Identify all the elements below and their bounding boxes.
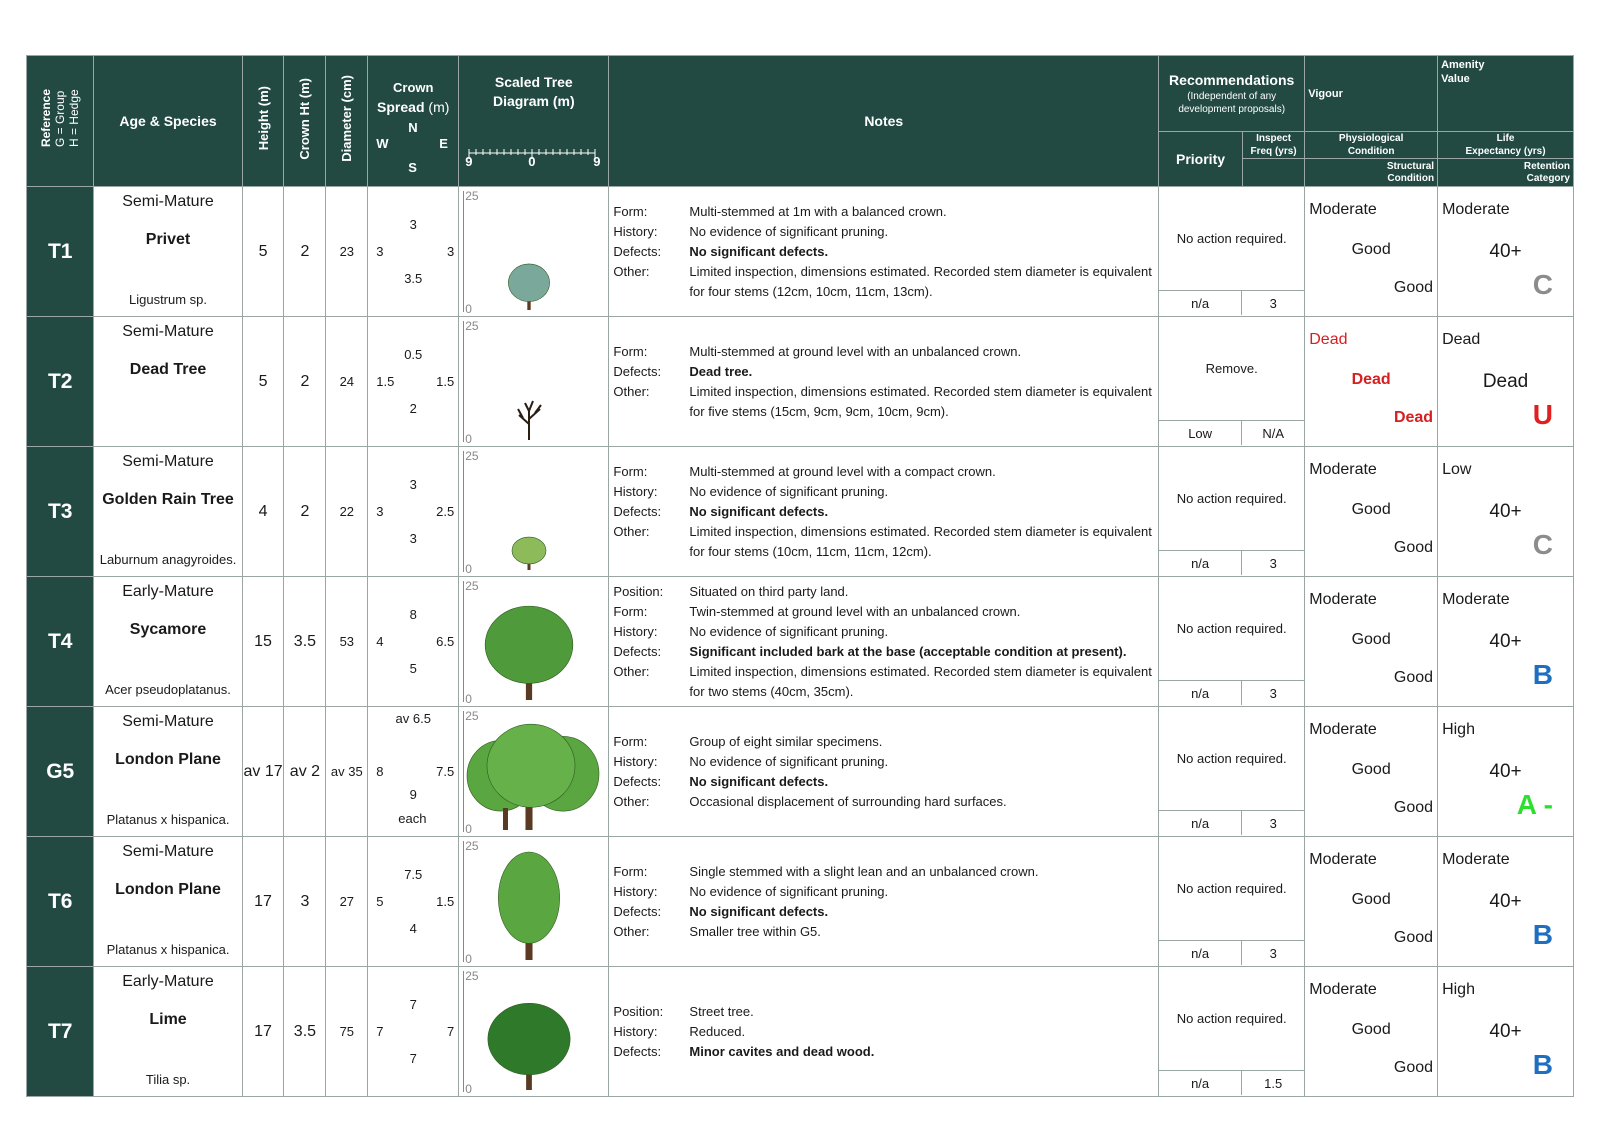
spread-west: 3	[376, 504, 384, 519]
inspect-freq-header: Inspect Freq (yrs)	[1242, 132, 1304, 159]
age-class: Semi-Mature	[122, 323, 214, 340]
spread-east: 3	[446, 244, 455, 259]
note-line: Defects: Dead tree.	[613, 363, 753, 379]
retention-category: B	[1532, 1049, 1553, 1080]
note-line: History: No evidence of significant pruning.	[613, 223, 889, 239]
retention-category: B	[1532, 659, 1553, 690]
notes-cell	[609, 317, 1159, 447]
spread-south: 7	[409, 1051, 417, 1066]
tree-diagram-cell	[459, 577, 609, 707]
note-line: Form: Multi-stemmed at ground level with a compact crown.	[613, 463, 996, 479]
priority-header: Priority	[1159, 132, 1243, 187]
spread-south: 4	[409, 921, 417, 936]
height-value: av 17	[242, 707, 284, 837]
diameter-value: av 35	[326, 707, 368, 837]
crown-spread-cell	[368, 707, 459, 837]
recommendation-text: No action required.	[1159, 187, 1304, 291]
tree-reference: T1	[27, 187, 94, 317]
species-name: Lime	[149, 1011, 187, 1028]
latin-name: Tilia sp.	[145, 1072, 191, 1087]
physiological-value: Good	[1351, 1021, 1391, 1038]
notes-cell	[609, 707, 1159, 837]
note-line: Defects: Minor cavites and dead wood.	[613, 1043, 875, 1059]
tree-trunk	[503, 808, 508, 830]
physiological-value: Good	[1351, 631, 1391, 648]
inspect-freq-value: 3	[1269, 556, 1277, 571]
spread-west: 1.5	[376, 374, 395, 389]
notes-cell	[609, 967, 1159, 1097]
age-class: Semi-Mature	[122, 453, 214, 470]
spread-north: 7.5	[404, 867, 423, 882]
notes-cell	[609, 447, 1159, 577]
tree-diagram-cell	[459, 837, 609, 967]
tree-illustration	[463, 449, 603, 574]
amenity-value: Moderate	[1442, 591, 1510, 608]
diameter-value: 75	[326, 967, 368, 1097]
recommendation-text: Remove.	[1159, 317, 1304, 421]
spread-west: 3	[376, 244, 384, 259]
axis-top-label: 25	[465, 189, 479, 203]
spread-east: 2.5	[436, 504, 455, 519]
axis-bottom-label: 0	[465, 692, 472, 706]
crown-ht-value: 3.5	[284, 577, 326, 707]
life-expectancy-value: 40+	[1489, 761, 1522, 782]
retention-category: B	[1532, 919, 1553, 950]
life-expectancy-value: 40+	[1489, 501, 1522, 522]
axis-bottom-label: 0	[465, 1082, 472, 1096]
spread-west: 7	[376, 1024, 384, 1039]
amenity-value: Moderate	[1442, 851, 1510, 868]
species-cell	[94, 967, 242, 1097]
tree-reference: T7	[27, 967, 94, 1097]
tree-diagram-cell	[459, 707, 609, 837]
spread-east: 1.5	[436, 374, 455, 389]
recommendation-cell	[1159, 447, 1305, 577]
priority-value: n/a	[1159, 551, 1242, 575]
tree-crown	[499, 852, 560, 943]
notes-cell	[609, 577, 1159, 707]
crown-spread-header: Crown Spread (m) N W E S	[368, 56, 459, 187]
crown-ht-header: Crown Ht (m)	[284, 56, 326, 187]
recommendation-cell	[1159, 187, 1305, 317]
vigour-value: Moderate	[1309, 721, 1377, 738]
species-cell	[94, 837, 242, 967]
note-line: Defects: No significant defects.	[613, 773, 829, 789]
tree-illustration	[463, 579, 603, 704]
crown-spread-cell	[368, 317, 459, 447]
note-line: Other: Limited inspection, dimensions estimated. Recorded stem diameter is equivalent for four stems (10cm, 11cm, 11cm, 12cm).	[613, 523, 1152, 559]
species-cell	[94, 447, 242, 577]
retention-category: U	[1532, 399, 1553, 430]
note-line: History: No evidence of significant pruning.	[613, 483, 889, 499]
tree-reference: G5	[27, 707, 94, 837]
condition-cell	[1305, 317, 1438, 447]
note-line: History: Reduced.	[613, 1023, 746, 1039]
tree-illustration	[463, 189, 603, 314]
life-expectancy-value: 40+	[1489, 891, 1522, 912]
note-line: History: No evidence of significant pruning.	[613, 883, 889, 899]
note-line: Form: Group of eight similar specimens.	[613, 733, 883, 749]
crown-ht-value: av 2	[284, 707, 326, 837]
vigour-value: Moderate	[1309, 981, 1377, 998]
spread-south: 5	[409, 661, 417, 676]
note-line: Defects: No significant defects.	[613, 903, 829, 919]
retention-category: C	[1532, 269, 1553, 300]
axis-bottom-label: 0	[465, 952, 472, 966]
recommendation-cell	[1159, 837, 1305, 967]
tree-row	[27, 317, 1574, 447]
amenity-cell	[1438, 447, 1574, 577]
vigour-value: Moderate	[1309, 591, 1377, 608]
tree-row	[27, 577, 1574, 707]
axis-bottom-label: 0	[465, 432, 472, 446]
vigour-value: Moderate	[1309, 851, 1377, 868]
note-line: Other: Smaller tree within G5.	[613, 923, 821, 939]
note-line: Other: Occasional displacement of surrounding hard surfaces.	[613, 793, 1007, 809]
note-line: Other: Limited inspection, dimensions estimated. Recorded stem diameter is equivalent for five stems (15cm, 9cm, 9cm, 10cm, 9cm).	[613, 383, 1152, 419]
spread-south: 9	[409, 787, 417, 802]
species-name: Golden Rain Tree	[102, 491, 234, 508]
priority-value: n/a	[1159, 291, 1242, 315]
amenity-cell	[1438, 187, 1574, 317]
tree-row	[27, 967, 1574, 1097]
note-line: Form: Multi-stemmed at 1m with a balanced crown.	[613, 203, 947, 219]
crown-ht-value: 2	[284, 317, 326, 447]
priority-value: Low	[1159, 421, 1242, 445]
spread-north: 7	[409, 997, 417, 1012]
life-expectancy-value: 40+	[1489, 241, 1522, 262]
species-cell	[94, 317, 242, 447]
axis-bottom-label: 0	[465, 822, 472, 836]
vigour-value: Moderate	[1309, 201, 1377, 218]
tree-crown	[487, 724, 575, 807]
reference-header: Reference G = Group H = Hedge	[27, 56, 94, 187]
inspect-freq-value: N/A	[1262, 426, 1285, 441]
vigour-value: Moderate	[1309, 461, 1377, 478]
crown-ht-value: 2	[284, 187, 326, 317]
diameter-header: Diameter (cm)	[326, 56, 368, 187]
physiological-value: Good	[1351, 241, 1391, 258]
height-value: 17	[242, 967, 284, 1097]
crown-spread-cell	[368, 447, 459, 577]
species-cell	[94, 707, 242, 837]
scaled-diagram-header: Scaled Tree Diagram (m) 9 0 9	[459, 56, 609, 187]
vigour-value: Dead	[1309, 331, 1348, 348]
height-value: 15	[242, 577, 284, 707]
height-value: 17	[242, 837, 284, 967]
condition-cell	[1305, 187, 1438, 317]
age-class: Semi-Mature	[122, 713, 214, 730]
priority-value: n/a	[1159, 1071, 1242, 1095]
spread-north: 0.5	[404, 347, 423, 362]
recommendation-text: No action required.	[1159, 577, 1304, 681]
tree-row	[27, 447, 1574, 577]
amenity-cell	[1438, 837, 1574, 967]
notes-cell	[609, 837, 1159, 967]
amenity-cell	[1438, 577, 1574, 707]
inspect-freq-value: 3	[1269, 816, 1277, 831]
axis-top-label: 25	[465, 319, 479, 333]
tree-reference: T3	[27, 447, 94, 577]
diameter-value: 24	[326, 317, 368, 447]
amenity-cell	[1438, 707, 1574, 837]
physiological-value: Dead	[1351, 371, 1391, 388]
tree-crown	[485, 606, 573, 683]
tree-reference: T6	[27, 837, 94, 967]
inspect-freq-value: 3	[1269, 296, 1277, 311]
amenity-header: Amenity Value	[1438, 56, 1574, 132]
note-line: History: No evidence of significant pruning.	[613, 753, 889, 769]
recommendation-cell	[1159, 577, 1305, 707]
tree-reference: T2	[27, 317, 94, 447]
life-expectancy-header: Life Expectancy (yrs)	[1438, 132, 1574, 159]
physiological-header: Physiological Condition	[1305, 132, 1438, 159]
height-value: 4	[242, 447, 284, 577]
tree-diagram-cell	[459, 187, 609, 317]
retention-category: A -	[1516, 789, 1553, 820]
recommendation-cell	[1159, 707, 1305, 837]
vigour-header: Vigour	[1305, 56, 1438, 132]
tree-row	[27, 187, 1574, 317]
structural-value: Good	[1393, 929, 1434, 946]
axis-top-label: 25	[465, 709, 479, 723]
note-line: History: No evidence of significant pruning.	[613, 623, 889, 639]
age-class: Semi-Mature	[122, 843, 214, 860]
condition-cell	[1305, 447, 1438, 577]
spread-west: 8	[376, 764, 384, 779]
axis-top-label: 25	[465, 579, 479, 593]
age-class: Early-Mature	[122, 583, 214, 600]
structural-value: Good	[1393, 669, 1434, 686]
life-expectancy-value: Dead	[1482, 371, 1529, 392]
amenity-value: Low	[1442, 461, 1472, 478]
note-line: Form: Single stemmed with a slight lean and an unbalanced crown.	[613, 863, 1039, 879]
structural-header: Structural Condition	[1305, 159, 1438, 187]
latin-name: Acer pseudoplatanus.	[105, 682, 231, 697]
crown-ht-value: 2	[284, 447, 326, 577]
structural-value: Good	[1393, 539, 1434, 556]
axis-bottom-label: 0	[465, 562, 472, 576]
structural-value: Good	[1393, 279, 1434, 296]
note-line: Other: Limited inspection, dimensions estimated. Recorded stem diameter is equivalent for two stems (40cm, 35cm).	[613, 663, 1152, 699]
note-line: Position: Street tree.	[613, 1003, 754, 1019]
recommendation-cell	[1159, 317, 1305, 447]
crown-spread-cell	[368, 577, 459, 707]
condition-cell	[1305, 837, 1438, 967]
spread-east: 7.5	[436, 764, 455, 779]
spread-north: 3	[409, 477, 417, 492]
crown-ht-value: 3	[284, 837, 326, 967]
axis-top-label: 25	[465, 449, 479, 463]
species-cell	[94, 187, 242, 317]
spread-west: 5	[376, 894, 384, 909]
structural-value: Good	[1393, 799, 1434, 816]
diameter-value: 53	[326, 577, 368, 707]
latin-name: Ligustrum sp.	[128, 292, 208, 307]
note-line: Defects: No significant defects.	[613, 503, 829, 519]
diameter-value: 27	[326, 837, 368, 967]
tree-illustration	[463, 319, 603, 444]
spread-east: 6.5	[436, 634, 455, 649]
inspect-freq-value: 1.5	[1264, 1076, 1283, 1091]
crown-spread-cell	[368, 837, 459, 967]
spread-east: 1.5	[436, 894, 455, 909]
spread-each: each	[398, 811, 427, 826]
crown-spread-cell	[368, 967, 459, 1097]
tree-illustration	[463, 969, 603, 1094]
axis-top-label: 25	[465, 969, 479, 983]
priority-value: n/a	[1159, 681, 1242, 705]
structural-value: Good	[1393, 1059, 1434, 1076]
tree-crown	[488, 1003, 570, 1074]
spread-east: 7	[446, 1024, 455, 1039]
note-line: Other: Limited inspection, dimensions estimated. Recorded stem diameter is equivalent for four stems (12cm, 10cm, 11cm, 13cm).	[613, 263, 1152, 299]
spread-south: 3	[409, 531, 417, 546]
inspect-freq-value: 3	[1269, 686, 1277, 701]
tree-diagram-cell	[459, 447, 609, 577]
priority-value: n/a	[1159, 811, 1242, 835]
axis-bottom-label: 0	[465, 302, 472, 316]
recommendations-header: Recommendations (Independent of any development proposals)	[1159, 56, 1305, 132]
note-line: Form: Multi-stemmed at ground level with an unbalanced crown.	[613, 343, 1022, 359]
recommendation-text: No action required.	[1159, 837, 1304, 941]
recommendation-text: No action required.	[1159, 967, 1304, 1071]
age-class: Early-Mature	[122, 973, 214, 990]
amenity-value: High	[1442, 721, 1475, 738]
tree-illustration	[463, 709, 603, 834]
height-value: 5	[242, 317, 284, 447]
life-expectancy-value: 40+	[1489, 1021, 1522, 1042]
notes-cell	[609, 187, 1159, 317]
height-header: Height (m)	[242, 56, 284, 187]
diameter-value: 22	[326, 447, 368, 577]
recommendation-text: No action required.	[1159, 707, 1304, 811]
amenity-value: High	[1442, 981, 1475, 998]
crown-spread-cell	[368, 187, 459, 317]
spread-south: 3.5	[404, 271, 423, 286]
spread-north: 3	[409, 217, 417, 232]
amenity-value: Moderate	[1442, 201, 1510, 218]
spread-north: 8	[409, 607, 417, 622]
physiological-value: Good	[1351, 761, 1391, 778]
height-value: 5	[242, 187, 284, 317]
tree-survey-table	[26, 55, 1574, 1097]
condition-cell	[1305, 577, 1438, 707]
note-line: Form: Twin-stemmed at ground level with an unbalanced crown.	[613, 603, 1021, 619]
condition-cell	[1305, 707, 1438, 837]
retention-category: C	[1532, 529, 1553, 560]
species-cell	[94, 577, 242, 707]
spread-west: 4	[376, 634, 384, 649]
tree-reference: T4	[27, 577, 94, 707]
species-name: London Plane	[115, 751, 221, 768]
amenity-cell	[1438, 967, 1574, 1097]
life-expectancy-value: 40+	[1489, 631, 1522, 652]
note-line: Defects: Significant included bark at the base (acceptable condition at present).	[613, 643, 1127, 659]
recommendation-cell	[1159, 967, 1305, 1097]
retention-header: Retention Category	[1438, 159, 1574, 187]
priority-value: n/a	[1159, 941, 1242, 965]
tree-diagram-cell	[459, 317, 609, 447]
physiological-value: Good	[1351, 501, 1391, 518]
amenity-value: Dead	[1442, 331, 1481, 348]
species-name: Privet	[145, 231, 191, 248]
species-name: Sycamore	[129, 621, 207, 638]
latin-name: Laburnum anagyroides.	[99, 552, 237, 567]
dead-branches	[518, 401, 541, 440]
species-name: London Plane	[115, 881, 221, 898]
spread-south: 2	[409, 401, 417, 416]
axis-top-label: 25	[465, 839, 479, 853]
condition-cell	[1305, 967, 1438, 1097]
notes-header: Notes	[609, 56, 1159, 187]
tree-row	[27, 837, 1574, 967]
tree-row	[27, 707, 1574, 837]
species-name: Dead Tree	[129, 361, 207, 378]
inspect-freq-value: 3	[1269, 946, 1277, 961]
tree-crown	[512, 537, 546, 564]
structural-value: Dead	[1393, 409, 1434, 426]
spread-north: av 6.5	[395, 711, 431, 726]
physiological-value: Good	[1351, 891, 1391, 908]
note-line: Defects: No significant defects.	[613, 243, 829, 259]
diameter-value: 23	[326, 187, 368, 317]
latin-name: Platanus x hispanica.	[106, 812, 230, 827]
tree-illustration	[463, 839, 603, 964]
recommendation-text: No action required.	[1159, 447, 1304, 551]
age-species-header: Age & Species	[94, 56, 242, 187]
age-class: Semi-Mature	[122, 193, 214, 210]
amenity-cell	[1438, 317, 1574, 447]
tree-crown	[509, 264, 550, 302]
crown-ht-value: 3.5	[284, 967, 326, 1097]
tree-diagram-cell	[459, 967, 609, 1097]
latin-name: Platanus x hispanica.	[106, 942, 230, 957]
note-line: Position: Situated on third party land.	[613, 583, 849, 599]
